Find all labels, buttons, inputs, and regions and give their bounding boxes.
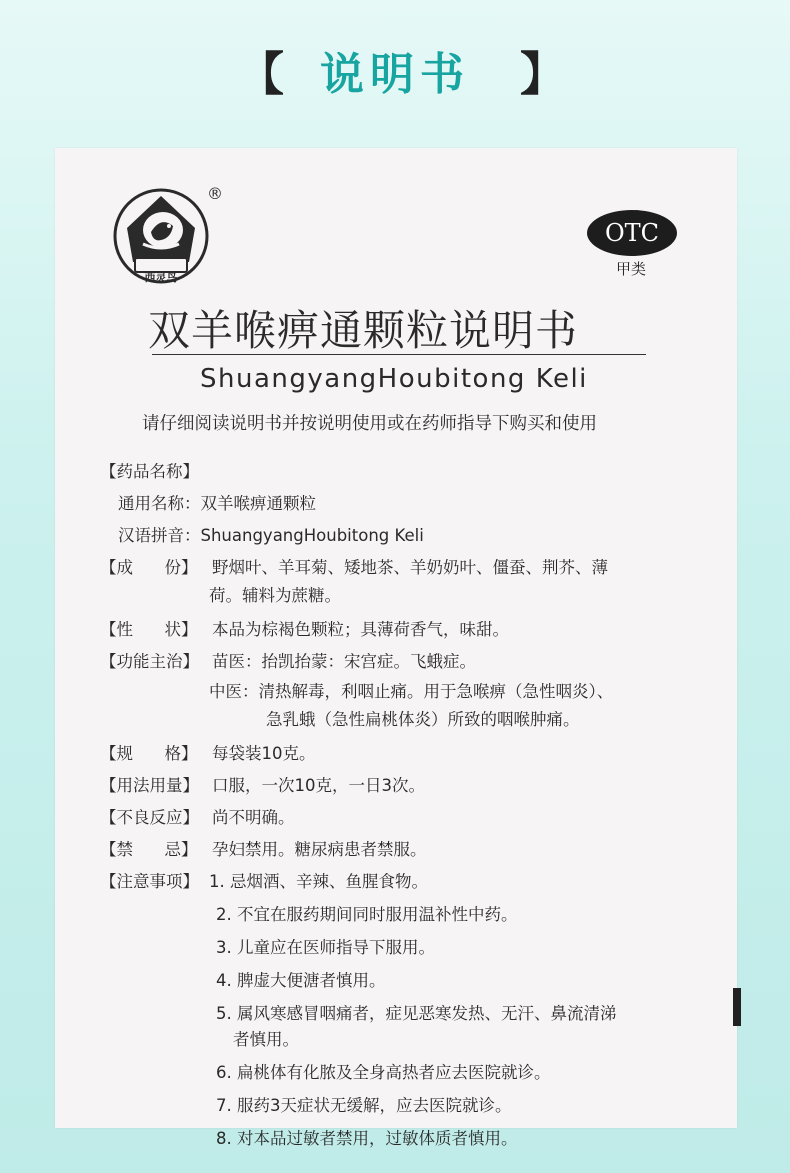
page-header — [0, 30, 790, 110]
indications-tcm-row-2 — [266, 706, 580, 730]
drug-name-label: 【药品名称】 — [100, 462, 199, 481]
right-bracket: 】 — [520, 47, 566, 101]
registered-mark: ® — [207, 184, 223, 203]
precaution-item: 7. 服药3天症状无缓解，应去医院就诊。 — [216, 1096, 512, 1115]
usage-label: 【用法用量】 — [100, 776, 199, 795]
indications-label: 【功能主治】 — [100, 652, 199, 671]
adverse-row — [100, 804, 295, 828]
left-bracket: 【 — [238, 47, 284, 101]
otc-badge — [587, 210, 677, 256]
precaution-item-continued: 者慎用。 — [233, 1030, 299, 1049]
precaution-item: 2. 不宜在服药期间同时服用温补性中药。 — [216, 905, 518, 924]
contra-text: 孕妇禁用。糖尿病患者禁服。 — [212, 840, 427, 859]
indications-tcm-line2: 急乳蛾（急性扁桃体炎）所致的咽喉肿痛。 — [266, 710, 580, 729]
indications-tcm-row — [209, 678, 613, 702]
usage-notice: 请仔细阅读说明书并按说明使用或在药师指导下购买和使用 — [142, 414, 597, 434]
indications-miao: 苗医：抬凯抬蒙：宋宫症。飞蛾症。 — [212, 652, 476, 671]
document-pinyin: ShuangyangHoubitong Keli — [200, 364, 588, 394]
header-title: 说明书 — [320, 49, 470, 100]
pinyin-name: 汉语拼音：ShuangyangHoubitong Keli — [118, 526, 424, 545]
spec-text: 每袋装10克。 — [212, 744, 316, 763]
properties-text: 本品为棕褐色颗粒；具薄荷香气，味甜。 — [212, 620, 509, 639]
contra-label: 【禁 忌】 — [100, 840, 198, 859]
precautions-label: 【注意事项】 — [100, 872, 199, 891]
document-title: 双羊喉痹通颗粒说明书 — [148, 306, 579, 355]
adverse-text: 尚不明确。 — [212, 808, 295, 827]
indications-tcm-line1: 中医：清热解毒，利咽止痛。用于急喉痹（急性咽炎）、 — [209, 682, 614, 701]
precaution-item: 5. 属风寒感冒咽痛者，症见恶寒发热、无汗、鼻流清涕 — [216, 1004, 617, 1023]
indications-row — [100, 648, 476, 672]
properties-label: 【性 状】 — [100, 620, 198, 639]
ingredients-row — [100, 554, 608, 578]
precaution-item: 4. 脾虚大便溏者慎用。 — [216, 971, 386, 990]
precaution-item: 6. 扁桃体有化脓及全身高热者应去医院就诊。 — [216, 1063, 551, 1082]
ingredients-label: 【成 份】 — [100, 558, 198, 577]
adverse-label: 【不良反应】 — [100, 808, 199, 827]
spec-row — [100, 740, 316, 764]
drug-name-row — [100, 458, 199, 482]
pinyin-name-row — [118, 522, 424, 546]
usage-text: 口服，一次10克，一日3次。 — [212, 776, 425, 795]
usage-row — [100, 772, 425, 796]
spec-label: 【规 格】 — [100, 744, 198, 763]
ingredients-row-2 — [209, 582, 341, 606]
ingredients-line1: 野烟叶、羊耳菊、矮地茶、羊奶奶叶、僵蚕、荆芥、薄 — [212, 558, 608, 577]
edge-mark — [733, 988, 741, 1026]
contra-row — [100, 836, 427, 860]
precaution-item: 1. 忌烟酒、辛辣、鱼腥食物。 — [209, 872, 428, 891]
logo-text: 西灵鸟 — [144, 271, 178, 284]
title-divider — [152, 354, 646, 355]
precaution-item: 3. 儿童应在医师指导下服用。 — [216, 938, 435, 957]
precautions-row — [100, 868, 212, 892]
generic-name: 通用名称：双羊喉痹通颗粒 — [118, 494, 316, 513]
otc-label: OTC — [604, 219, 660, 247]
generic-name-row — [118, 490, 316, 514]
properties-row — [100, 616, 509, 640]
precaution-item: 8. 对本品过敏者禁用，过敏体质者慎用。 — [216, 1129, 518, 1148]
otc-class: 甲类 — [616, 260, 647, 278]
leaflet-paper — [55, 148, 737, 1148]
ingredients-line2: 荷。辅料为蔗糖。 — [209, 586, 341, 605]
